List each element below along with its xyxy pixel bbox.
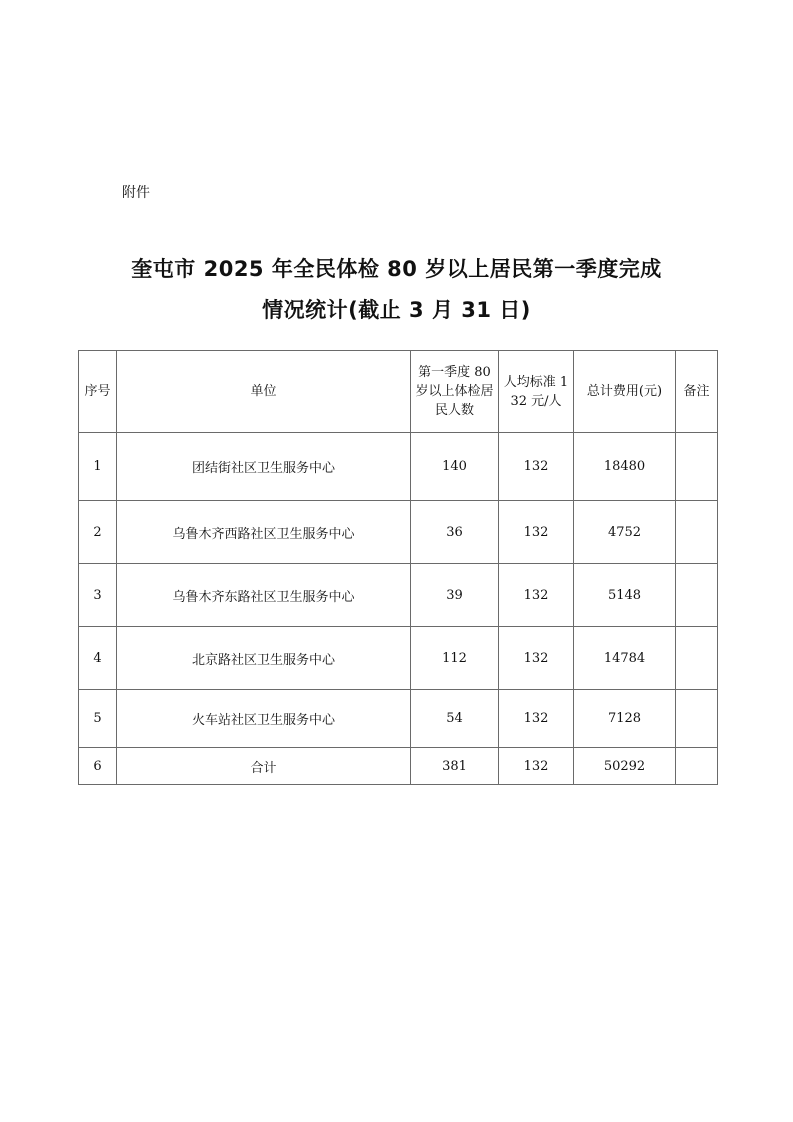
statistics-table xyxy=(78,350,718,785)
header-unit: 单位 xyxy=(117,351,411,433)
cell-total: 4752 xyxy=(574,501,676,564)
document-title-line-2: 情况统计(截止 3 月 31 日) xyxy=(262,298,531,322)
cell-count: 381 xyxy=(411,748,499,785)
table-header-row xyxy=(79,351,718,433)
cell-unit: 乌鲁木齐东路社区卫生服务中心 xyxy=(117,564,411,627)
cell-standard: 132 xyxy=(499,564,574,627)
header-count: 第一季度 80 岁以上体检居民人数 xyxy=(411,351,499,433)
cell-index: 4 xyxy=(79,627,117,690)
cell-standard: 132 xyxy=(499,627,574,690)
document-title-line-1: 奎屯市 2025 年全民体检 80 岁以上居民第一季度完成 xyxy=(131,257,662,281)
cell-total: 14784 xyxy=(574,627,676,690)
cell-unit: 火车站社区卫生服务中心 xyxy=(117,690,411,748)
table-row xyxy=(79,627,718,690)
table-row xyxy=(79,564,718,627)
cell-count: 112 xyxy=(411,627,499,690)
cell-count: 140 xyxy=(411,433,499,501)
cell-remark xyxy=(676,564,718,627)
cell-unit: 北京路社区卫生服务中心 xyxy=(117,627,411,690)
cell-standard: 132 xyxy=(499,748,574,785)
cell-unit: 乌鲁木齐西路社区卫生服务中心 xyxy=(117,501,411,564)
cell-unit: 团结街社区卫生服务中心 xyxy=(117,433,411,501)
cell-total: 5148 xyxy=(574,564,676,627)
cell-remark xyxy=(676,501,718,564)
cell-standard: 132 xyxy=(499,690,574,748)
header-total: 总计费用(元) xyxy=(574,351,676,433)
cell-remark xyxy=(676,433,718,501)
cell-remark xyxy=(676,690,718,748)
cell-index: 2 xyxy=(79,501,117,564)
cell-total: 50292 xyxy=(574,748,676,785)
cell-remark xyxy=(676,627,718,690)
table-total-row xyxy=(79,748,718,785)
header-index: 序号 xyxy=(79,351,117,433)
cell-standard: 132 xyxy=(499,501,574,564)
header-standard: 人均标准 132 元/人 xyxy=(499,351,574,433)
cell-unit: 合计 xyxy=(117,748,411,785)
cell-remark xyxy=(676,748,718,785)
attachment-label: 附件 xyxy=(122,185,150,201)
cell-count: 36 xyxy=(411,501,499,564)
cell-count: 54 xyxy=(411,690,499,748)
cell-index: 1 xyxy=(79,433,117,501)
cell-total: 18480 xyxy=(574,433,676,501)
cell-index: 6 xyxy=(79,748,117,785)
table-row xyxy=(79,433,718,501)
cell-index: 3 xyxy=(79,564,117,627)
cell-total: 7128 xyxy=(574,690,676,748)
cell-index: 5 xyxy=(79,690,117,748)
header-remark: 备注 xyxy=(676,351,718,433)
table-row xyxy=(79,501,718,564)
cell-count: 39 xyxy=(411,564,499,627)
table-row xyxy=(79,690,718,748)
cell-standard: 132 xyxy=(499,433,574,501)
